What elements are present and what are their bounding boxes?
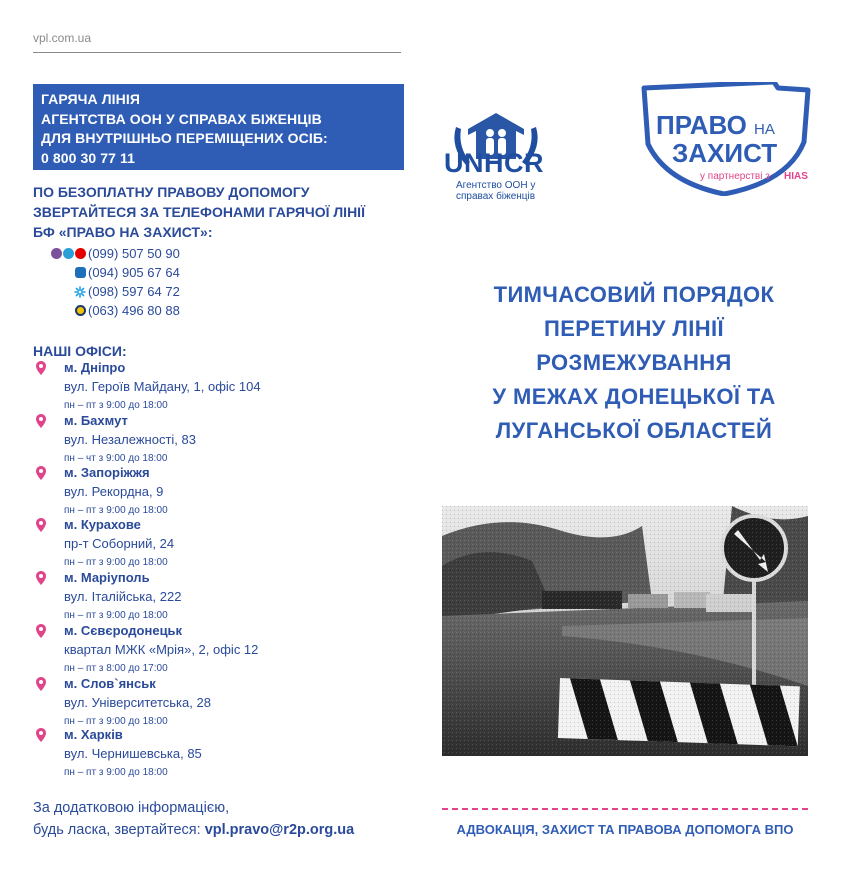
legal-help-heading xyxy=(33,182,413,242)
office-city: м. Дніпро xyxy=(64,360,126,375)
office-hours: пн – пт з 9:00 до 18:00 xyxy=(64,557,168,568)
contact-more-line xyxy=(33,819,354,841)
title-line: ТИМЧАСОВИЙ ПОРЯДОК xyxy=(493,282,775,307)
phone-number[interactable]: (098) 597 64 72 xyxy=(88,284,180,299)
vodafone-icon xyxy=(75,248,86,259)
operator-icons xyxy=(38,266,86,280)
location-pin-icon xyxy=(36,677,46,691)
viber-icon xyxy=(51,248,62,259)
phone-number[interactable]: (094) 905 67 64 xyxy=(88,265,180,280)
offices-title: НАШІ ОФІСИ: xyxy=(33,343,127,359)
office-city: м. Харків xyxy=(64,727,123,742)
location-pin-icon xyxy=(36,624,46,638)
r2p-partner-prefix: у партнерстві з xyxy=(700,171,770,182)
office-hours: пн – пт з 9:00 до 18:00 xyxy=(64,767,168,778)
office-address: вул. Героїв Майдану, 1, офіс 104 xyxy=(64,379,261,394)
title-line: ПЕРЕТИНУ ЛІНІЇ xyxy=(544,316,724,341)
r2p-word-na: НА xyxy=(754,121,775,138)
location-pin-icon xyxy=(36,518,46,532)
phone-row xyxy=(38,263,180,282)
office-address: вул. Незалежності, 83 xyxy=(64,432,196,447)
location-pin-icon xyxy=(36,361,46,375)
office-item xyxy=(36,570,376,624)
office-item xyxy=(36,676,376,730)
hotline-number[interactable]: 0 800 30 77 11 xyxy=(41,149,136,166)
contact-more xyxy=(33,797,354,841)
office-hours: пн – пт з 9:00 до 18:00 xyxy=(64,505,168,516)
office-address: вул. Рекордна, 9 xyxy=(64,484,164,499)
kyivstar-icon xyxy=(74,286,86,298)
lifecell-icon xyxy=(75,305,86,316)
office-item xyxy=(36,465,376,519)
telegram-icon xyxy=(63,248,74,259)
title-line: У МЕЖАХ ДОНЕЦЬКОЇ ТА xyxy=(492,384,776,409)
unhcr-subtitle xyxy=(456,180,535,202)
office-item xyxy=(36,517,376,571)
office-city: м. Бахмут xyxy=(64,413,128,428)
site-url[interactable]: vpl.com.ua xyxy=(33,31,92,45)
unhcr-subtitle-line: Агентство ООН у xyxy=(456,180,536,191)
office-item xyxy=(36,623,376,677)
pink-dashed-divider xyxy=(442,808,808,810)
document-title xyxy=(430,278,838,448)
office-city: м. Сєвєродонецьк xyxy=(64,623,183,638)
office-city: м. Слов`янськ xyxy=(64,676,156,691)
phone-number[interactable]: (099) 507 50 90 xyxy=(88,246,180,261)
r2p-word-2: ЗАХИСТ xyxy=(672,138,778,168)
office-hours: пн – пт з 9:00 до 18:00 xyxy=(64,610,168,621)
legal-help-line: ПО БЕЗОПЛАТНУ ПРАВОВУ ДОПОМОГУ xyxy=(33,184,310,200)
office-address: вул. Університетська, 28 xyxy=(64,695,211,710)
office-item xyxy=(36,727,376,781)
contact-more-prefix: будь ласка, звертайтеся: xyxy=(33,822,201,838)
hias-brand: HIAS xyxy=(784,171,808,182)
phone-row xyxy=(38,301,180,320)
office-item xyxy=(36,413,376,467)
office-item xyxy=(36,360,376,414)
r2p-word-1: ПРАВО xyxy=(656,110,747,140)
contact-more-line: За додатковою інформацією, xyxy=(33,800,230,816)
operator-icons xyxy=(38,285,86,299)
office-address: квартал МЖК «Мрія», 2, офіс 12 xyxy=(64,642,259,657)
unhcr-subtitle-line: справах біженців xyxy=(456,191,536,202)
office-address: вул. Італійська, 222 xyxy=(64,589,182,604)
office-city: м. Маріуполь xyxy=(64,570,150,585)
unhcr-wordmark: UNHCR xyxy=(444,148,544,178)
top-divider xyxy=(33,52,401,53)
office-city: м. Курахове xyxy=(64,517,141,532)
office-address: вул. Чернишевська, 85 xyxy=(64,746,202,761)
hotline-line: АГЕНТСТВА ООН У СПРАВАХ БІЖЕНЦІВ xyxy=(41,110,322,127)
phone-number[interactable]: (063) 496 80 88 xyxy=(88,303,180,318)
location-pin-icon xyxy=(36,414,46,428)
office-address: пр-т Соборний, 24 xyxy=(64,536,175,551)
legal-help-line: ЗВЕРТАЙТЕСЯ ЗА ТЕЛЕФОНАМИ ГАРЯЧОЇ ЛІНІЇ xyxy=(33,204,365,220)
hotline-line: ГАРЯЧА ЛІНІЯ xyxy=(41,91,141,107)
phone-row xyxy=(38,244,180,263)
legal-help-line: БФ «ПРАВО НА ЗАХИСТ»: xyxy=(33,224,213,240)
footer-slogan: АДВОКАЦІЯ, ЗАХИСТ ТА ПРАВОВА ДОПОМОГА ВПО xyxy=(456,822,794,837)
location-pin-icon xyxy=(36,728,46,742)
intertelecom-icon xyxy=(75,267,86,278)
office-hours: пн – чт з 9:00 до 18:00 xyxy=(64,453,168,464)
title-line: РОЗМЕЖУВАННЯ xyxy=(536,350,732,375)
hotline-box xyxy=(33,84,404,170)
contact-email-link[interactable]: vpl.pravo@r2p.org.ua xyxy=(204,822,355,838)
office-hours: пн – пт з 9:00 до 18:00 xyxy=(64,716,168,727)
office-hours: пн – пт з 9:00 до 18:00 xyxy=(64,400,168,411)
office-city: м. Запоріжжя xyxy=(64,465,150,480)
checkpoint-photo xyxy=(442,506,808,756)
operator-icons xyxy=(38,247,86,261)
phone-row xyxy=(38,282,180,301)
location-pin-icon xyxy=(36,466,46,480)
hotline-line: ДЛЯ ВНУТРІШНЬО ПЕРЕМІЩЕНИХ ОСІБ: xyxy=(41,130,328,146)
operator-icons xyxy=(38,304,86,318)
title-line: ЛУГАНСЬКОЇ ОБЛАСТЕЙ xyxy=(495,418,773,443)
office-hours: пн – пт з 8:00 до 17:00 xyxy=(64,663,168,674)
location-pin-icon xyxy=(36,571,46,585)
r2p-logo xyxy=(638,82,818,196)
